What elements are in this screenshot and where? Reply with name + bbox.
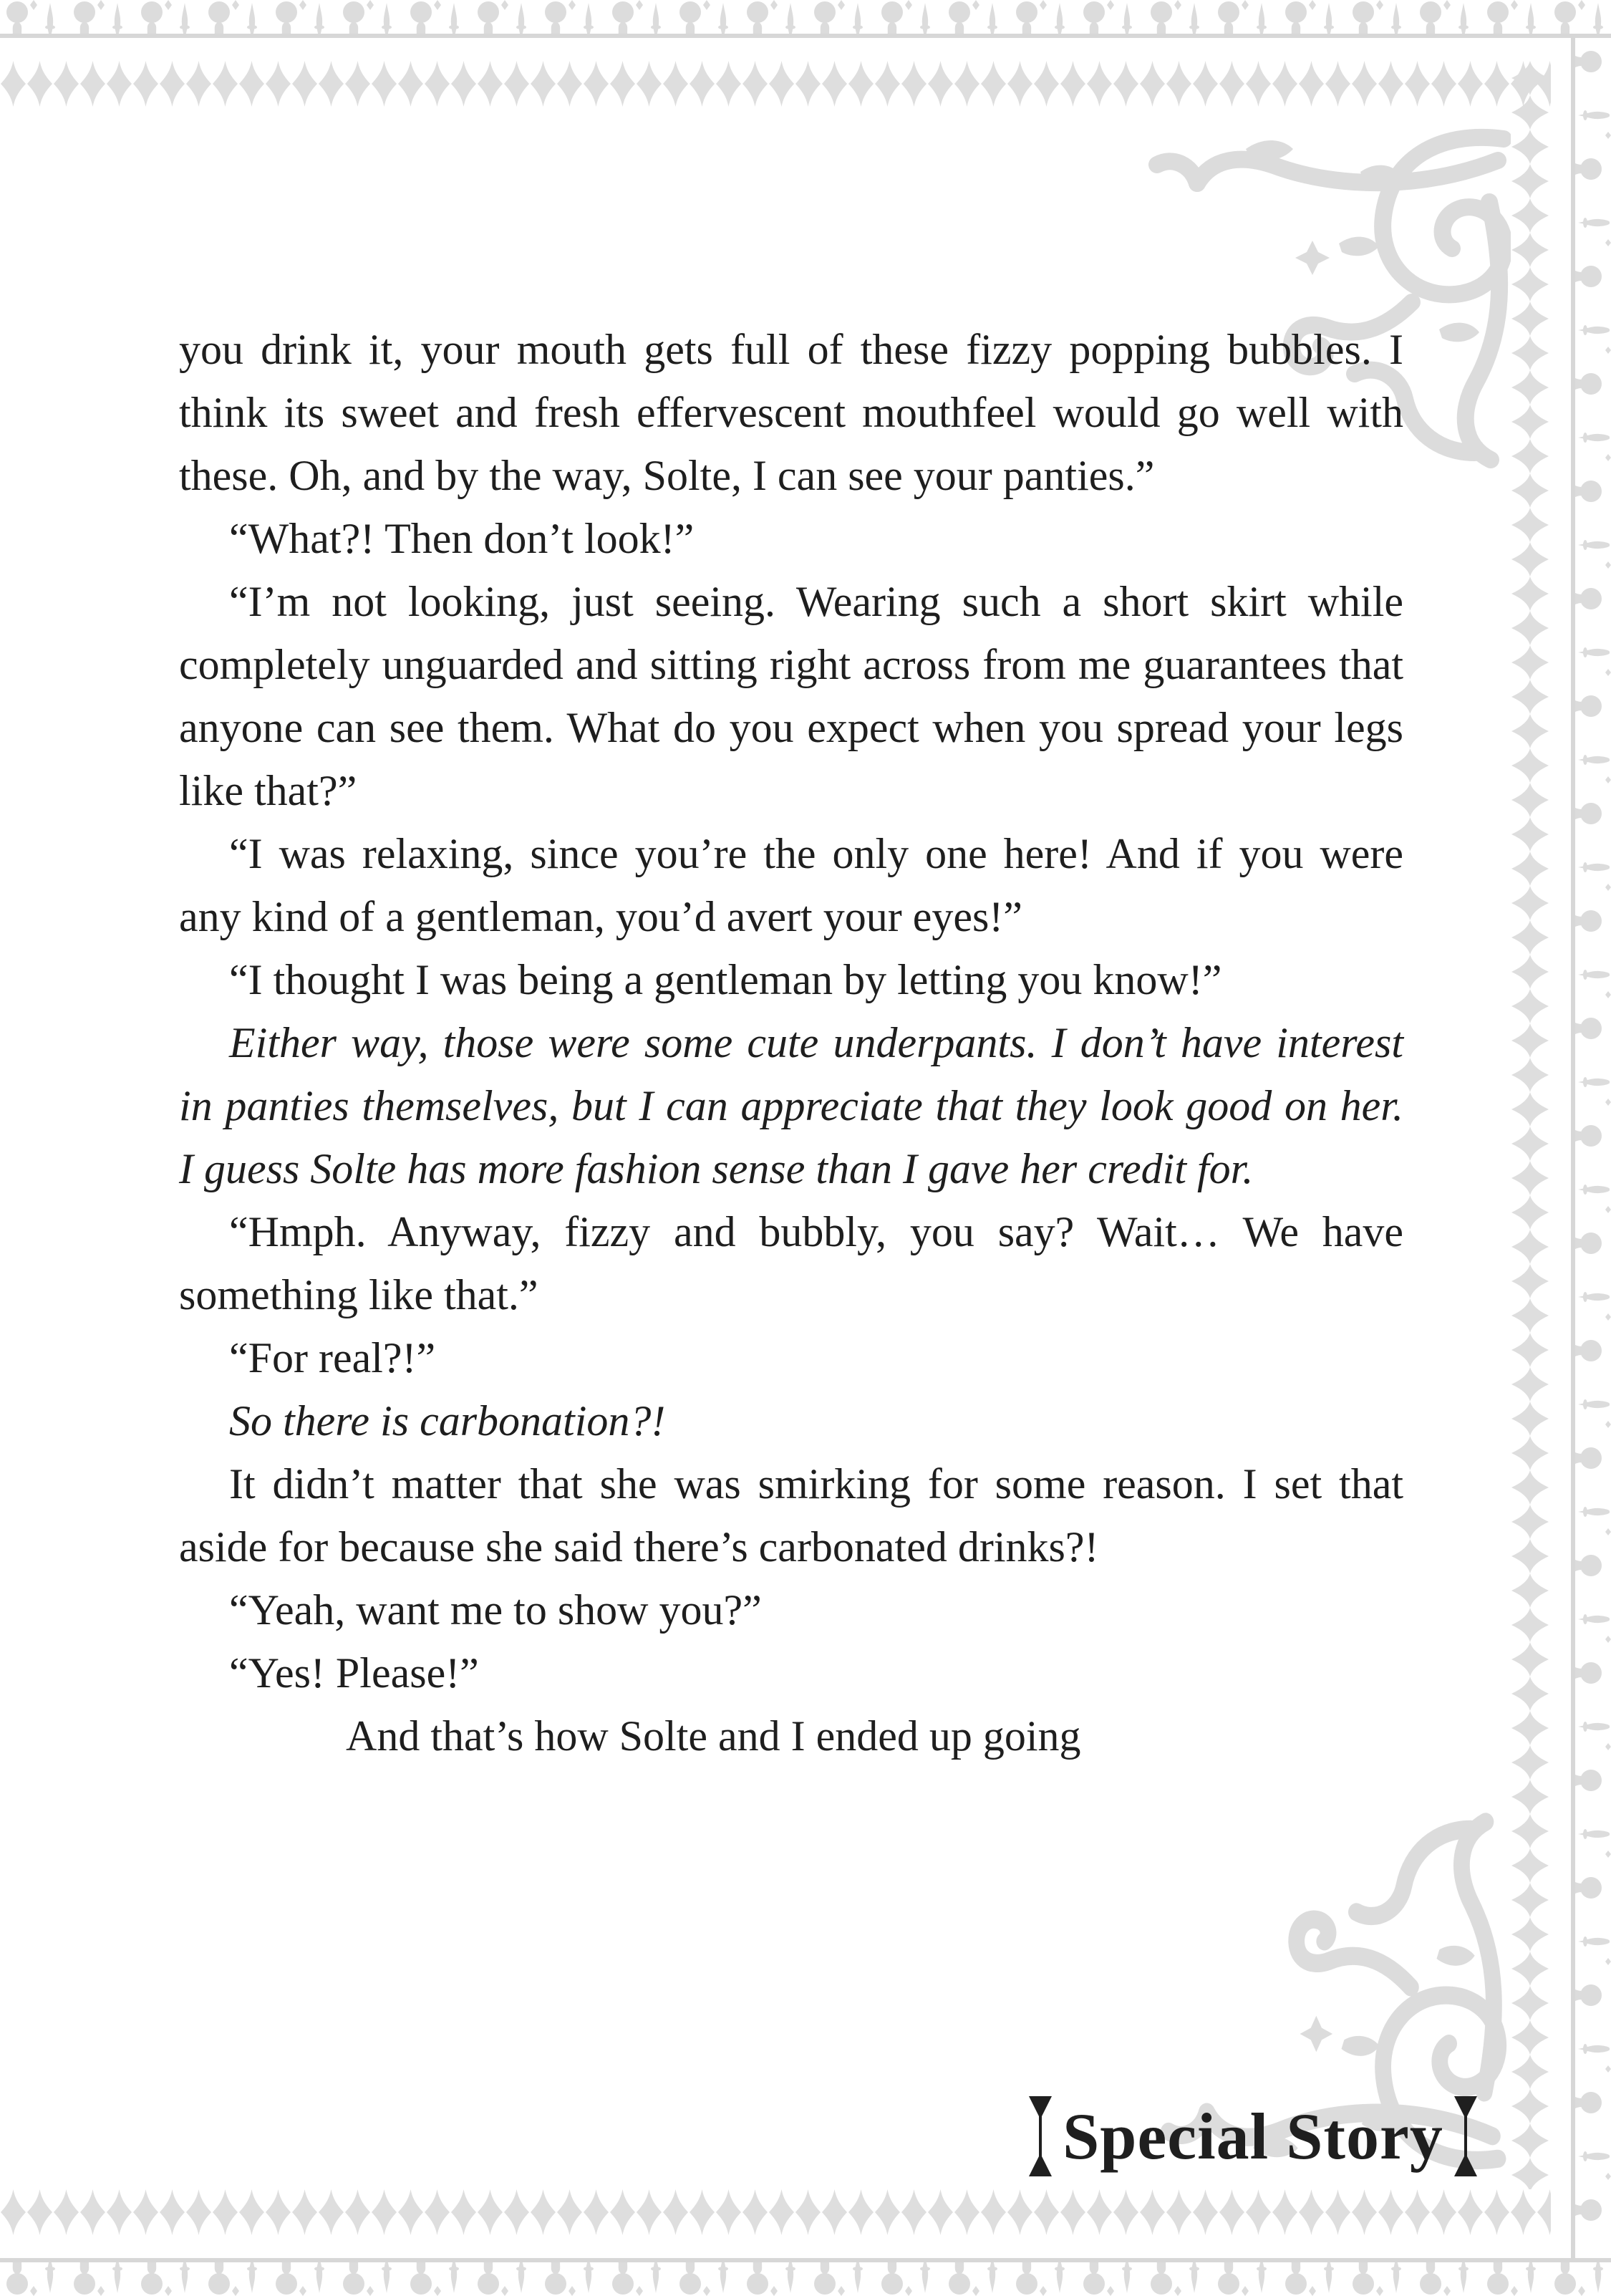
- story-text: [179, 318, 1403, 1767]
- bracket-left-icon: [1028, 2096, 1053, 2176]
- story-paragraph: “For real?!”: [229, 1334, 436, 1381]
- story-paragraph: “I thought I was being a gentleman by letting you know!”: [229, 956, 1222, 1003]
- story-paragraph: “Hmph. Anyway, fizzy and bubbly, you say? Wait… We have something like that.”: [179, 1208, 1403, 1318]
- top-fence-border-icon: [0, 0, 1611, 40]
- story-paragraph: “Yes! Please!”: [229, 1649, 479, 1697]
- bottom-fence-border-icon: [0, 2256, 1611, 2296]
- story-paragraph: And that’s how Solte and I ended up going: [346, 1712, 1081, 1760]
- story-paragraph-inner-monologue: So there is carbonation?!: [229, 1397, 666, 1444]
- story-paragraph: you drink it, your mouth gets full of these fizzy popping bubbles. I think its sweet and fresh effervescent mouthfeel would go well with these. Oh, and by the way, Solte, I can see your panties.”: [179, 326, 1403, 499]
- section-label: [1028, 2095, 1478, 2177]
- bracket-right-icon: [1453, 2096, 1478, 2176]
- section-label-text: Special Story: [1063, 2100, 1443, 2173]
- top-diamond-border-icon: [0, 61, 1551, 107]
- story-paragraph: It didn’t matter that she was smirking for some reason. I set that aside for because she said there’s carbonated drinks?!: [179, 1460, 1403, 1571]
- bottom-diamond-border-icon: [0, 2189, 1551, 2235]
- right-fence-border-icon: [1575, 40, 1611, 2256]
- story-paragraph: “Yeah, want me to show you?”: [229, 1586, 762, 1634]
- story-paragraph: “I’m not looking, just seeing. Wearing such a short skirt while completely unguarded and sitting right across from me guarantees that anyone can see them. What do you expect when you spread your legs like that?”: [179, 578, 1403, 814]
- story-paragraph: “I was relaxing, since you’re the only one here! And if you were any kind of a gentleman, you’d avert your eyes!”: [179, 830, 1403, 940]
- story-paragraph-inner-monologue: Either way, those were some cute underpants. I don’t have interest in panties themselves, but I can appreciate that they look good on her. I guess Solte has more fashion sense than I gave her credit for.: [179, 1019, 1403, 1192]
- story-paragraph: “What?! Then don’t look!”: [229, 515, 695, 562]
- right-diamond-border-icon: [1511, 61, 1551, 2189]
